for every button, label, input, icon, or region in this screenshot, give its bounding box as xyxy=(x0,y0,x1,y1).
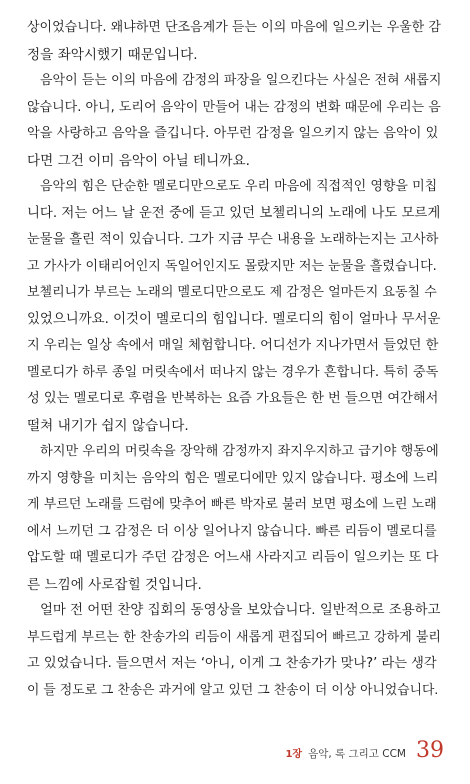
text-line: 음악의 힘은 단순한 멜로디만으로도 우리 마음에 직접적인 영향을 미칩 xyxy=(40,179,438,194)
text-line: 고 가사가 이태리어인지 독일어인지도 몰랐지만 저는 눈물을 흘렸습니다. xyxy=(27,258,437,274)
text-line: 떨쳐 내기가 쉽지 않습니다. xyxy=(27,417,189,434)
text-line: 정을 좌악시했기 때문입니다. xyxy=(27,46,198,63)
text-line: 에서 느끼던 그 감정은 더 이상 일어나지 않습니다. 빠른 리듬이 멜로디를 xyxy=(27,523,437,539)
text-line: 고 있었습니다. 들으면서 저는 ‘아니, 이게 그 찬송가가 맞나?’ 라는 생각 xyxy=(27,656,437,671)
text-line: 른 느낌에 사로잡힐 것입니다. xyxy=(27,576,202,593)
text-line: 멜로디가 하루 종일 머릿속에서 떠나지 않는 경우가 흔합니다. 특히 중독 xyxy=(27,364,439,380)
text-line: 않습니다. 아니, 도리어 음악이 만들어 내는 감정의 변화 때문에 우리는 음 xyxy=(27,99,441,115)
text-line: 상이었습니다. 왜냐하면 단조음계가 듣는 이의 마음에 일으키는 우울한 감 xyxy=(27,20,441,35)
text-line: 까지 영향을 미치는 음악의 힘은 멜로디에만 있지 않습니다. 평소에 느리 xyxy=(27,470,439,486)
paragraph xyxy=(27,68,441,174)
text-line: 악을 사랑하고 음악을 즐깁니다. 아무런 감정을 일으키지 않는 음악이 있 xyxy=(27,126,439,141)
text-line: 압도할 때 멜로디가 주던 감정은 어느새 사라지고 리듬이 일으키는 또 다 xyxy=(27,550,439,565)
page-footer xyxy=(285,738,444,763)
text-line: 부드럽게 부르는 한 찬송가의 리듬이 새롭게 편집되어 빠르고 강하게 불리 xyxy=(27,629,441,645)
text-line: 하지만 우리의 머릿속을 장악해 감정까지 좌지우지하고 급기야 행동에 xyxy=(40,444,439,459)
text-line: 니다. 저는 어느 날 운전 중에 듣고 있던 보첼리니의 노래에 나도 모르게 xyxy=(27,205,441,221)
paragraph xyxy=(27,598,441,704)
text-line: 성 있는 멜로디로 후렴을 반복하는 요즘 가요들은 한 번 들으면 여간해서 xyxy=(27,391,439,406)
body-text xyxy=(27,15,441,704)
text-line: 있었으니까요. 이것이 멜로디의 힘입니다. 멜로디의 힘이 얼마나 무서운 xyxy=(27,311,441,327)
text-line: 게 부르던 노래를 드럼에 맞추어 빠른 박자로 불러 보면 평소에 느린 노래 xyxy=(27,497,437,512)
paragraph xyxy=(27,439,441,598)
text-line: 지 우리는 일상 속에서 매일 체험합니다. 어디선가 지나가면서 들었던 한 xyxy=(27,338,439,353)
text-line: 이 들 정도로 그 찬송은 과거에 알고 있던 그 찬송이 더 이상 아니었습니다. xyxy=(27,682,439,698)
page-number: 39 xyxy=(416,738,444,763)
text-line: 다면 그건 이미 음악이 아닐 테니까요. xyxy=(27,152,250,169)
text-line: 보첼리니가 부르는 노래의 멜로디만으로도 제 감정은 얼마든지 요동칠 수 xyxy=(27,285,437,300)
paragraph xyxy=(27,174,441,439)
text-line: 음악이 듣는 이의 마음에 감정의 파장을 일으킨다는 사실은 전혀 새롭지 xyxy=(40,73,441,88)
chapter-label: 1장 xyxy=(285,749,303,760)
text-line: 눈물을 흘린 적이 있습니다. 그가 지금 무슨 내용을 노래하는지는 고사하 xyxy=(27,232,439,247)
paragraph xyxy=(27,15,441,68)
running-title: 음악, 록 그리고 CCM xyxy=(308,748,406,760)
text-line: 얼마 전 어떤 찬양 집회의 동영상을 보았습니다. 일반적으로 조용하고 xyxy=(40,603,441,618)
